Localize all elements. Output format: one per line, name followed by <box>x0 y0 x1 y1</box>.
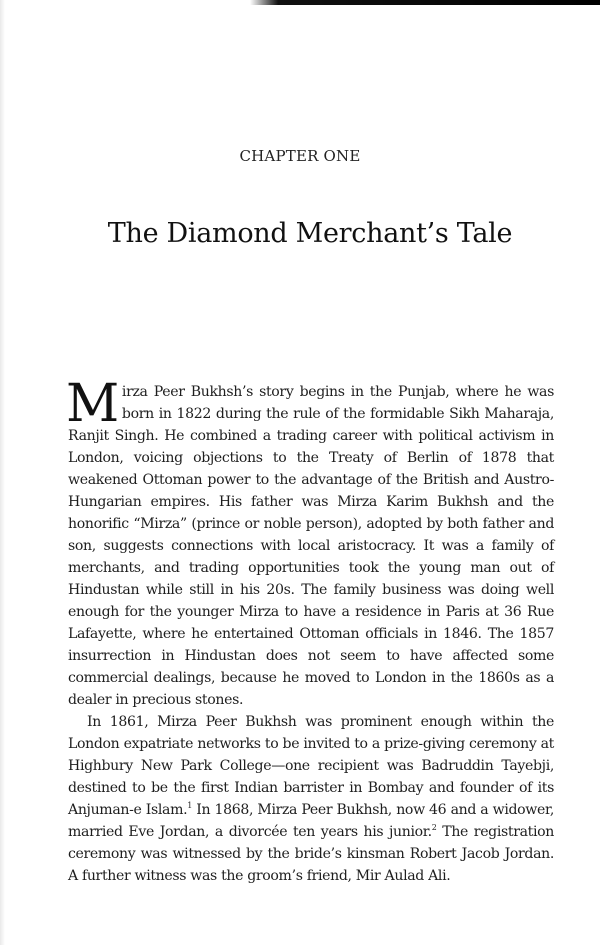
binding-shadow <box>0 0 5 945</box>
footnote-marker-1[interactable]: 1 <box>187 801 192 810</box>
page-edge-shadow <box>250 0 600 5</box>
chapter-title: The Diamond Merchant’s Tale <box>107 218 513 249</box>
chapter-body <box>66 374 554 887</box>
paragraph-1-text: irza Peer Bukhsh’s story begins in the Punjab, where he was born in 1822 during the rule of the formidable Sikh Maharaja, Ranjit Singh. He combined a trading career with political activism in London, voicing objections to the Treaty of Berlin of 1878 that weakened Ottoman power to the advantage of the British and Austro-Hungarian empires. His father was Mirza Karim Bukhsh and the honorific “Mirza” (prince or noble person), adopted by both father and son, suggests connections with local aristocracy. It was a family of merchants, and trading opportunities took the young man out of Hindustan while still in his 20s. The family business was doing well enough for the younger Mirza to have a residence in Paris at 36 Rue Lafayette, where he entertained Ottoman officials in 1846. The 1857 insurrection in Hindustan does not seem to have affected some commercial dealings, because he moved to London in the 1860s as a dealer in precious stones. <box>68 384 554 708</box>
drop-cap: M <box>66 374 119 434</box>
chapter-label: CHAPTER ONE <box>239 147 361 165</box>
paragraph-2 <box>68 711 554 887</box>
paragraph-2-text-c: The registration ceremony was witnessed by the bride’s kinsman Robert Jacob Jordan. A further witness was the groom’s friend, Mir Aulad Ali. <box>68 824 554 884</box>
paragraph-2-text-b: In 1868, Mirza Peer Bukhsh, now 46 and a widower, married Eve Jordan, a divorcée ten years his junior. <box>68 802 554 840</box>
footnote-marker-2[interactable]: 2 <box>431 823 437 832</box>
paragraph-2-text-a: In 1861, Mirza Peer Bukhsh was prominent enough within the London expatriate networks to be invited to a prize-giving ceremony at Highbury New Park College—one recipient was Badruddin Tayebji, destined to be the first Indian barrister in Bombay and founder of its Anjuman-e Islam. <box>68 714 554 818</box>
paragraph-1 <box>66 374 554 711</box>
